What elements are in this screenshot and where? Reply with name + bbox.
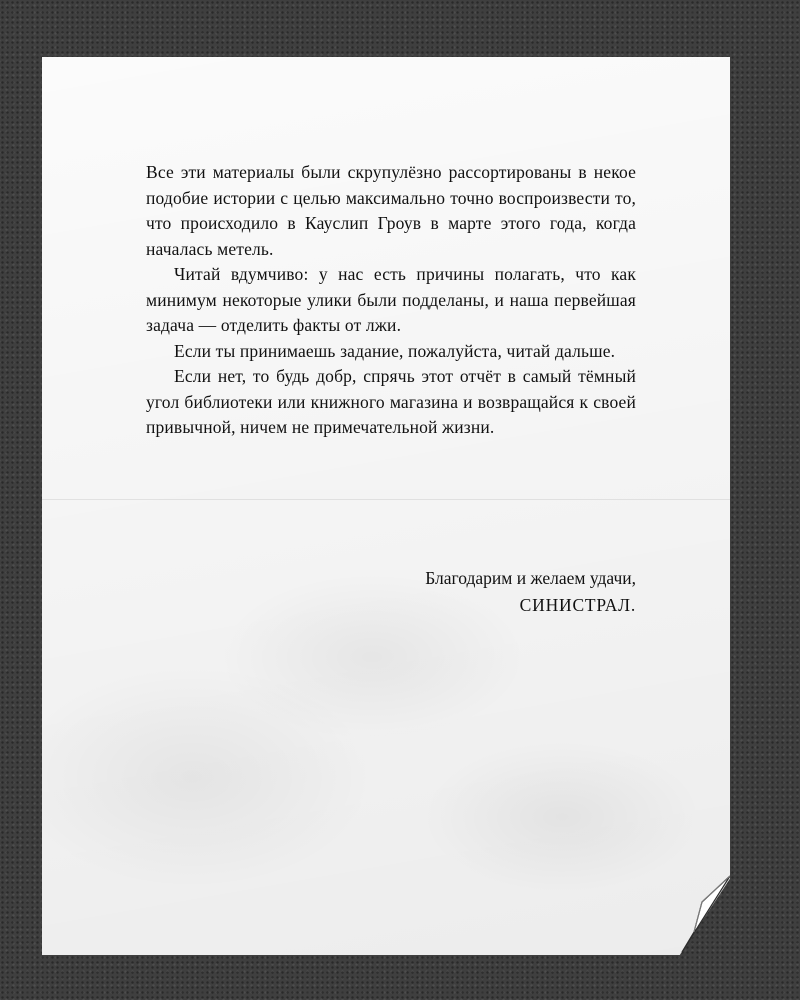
letter-closing [146,565,636,619]
letter-paragraph-3: Если ты принимаешь задание, пожалуйста, читай дальше. [174,340,616,361]
signature: СИНИСТРАЛ. [519,595,636,615]
closing-line: Благодарим и желаем удачи, [425,568,636,588]
paper-crease [42,499,730,500]
letter-paragraph-2: Читай вдумчиво: у нас есть причины полагать, что как минимум некоторые улики были подделаны, и наша первейшая задача — отделить факты от лжи. [146,264,636,335]
letter-paragraph-4: Если нет, то будь добр, спрячь этот отчёт в самый тёмный угол библиотеки или книжного магазина и возвращайся к своей привычной, ничем не примечательной жизни. [146,366,636,437]
folded-corner [680,872,732,952]
letter-paragraph-1: Все эти материалы были скрупулёзно рассортированы в некое подобие истории с целью максимально точно воспроизвести то, что происходило в Кауслип Гроув в марте этого года, когда началась метель. [146,162,636,259]
letter-body [146,160,636,441]
